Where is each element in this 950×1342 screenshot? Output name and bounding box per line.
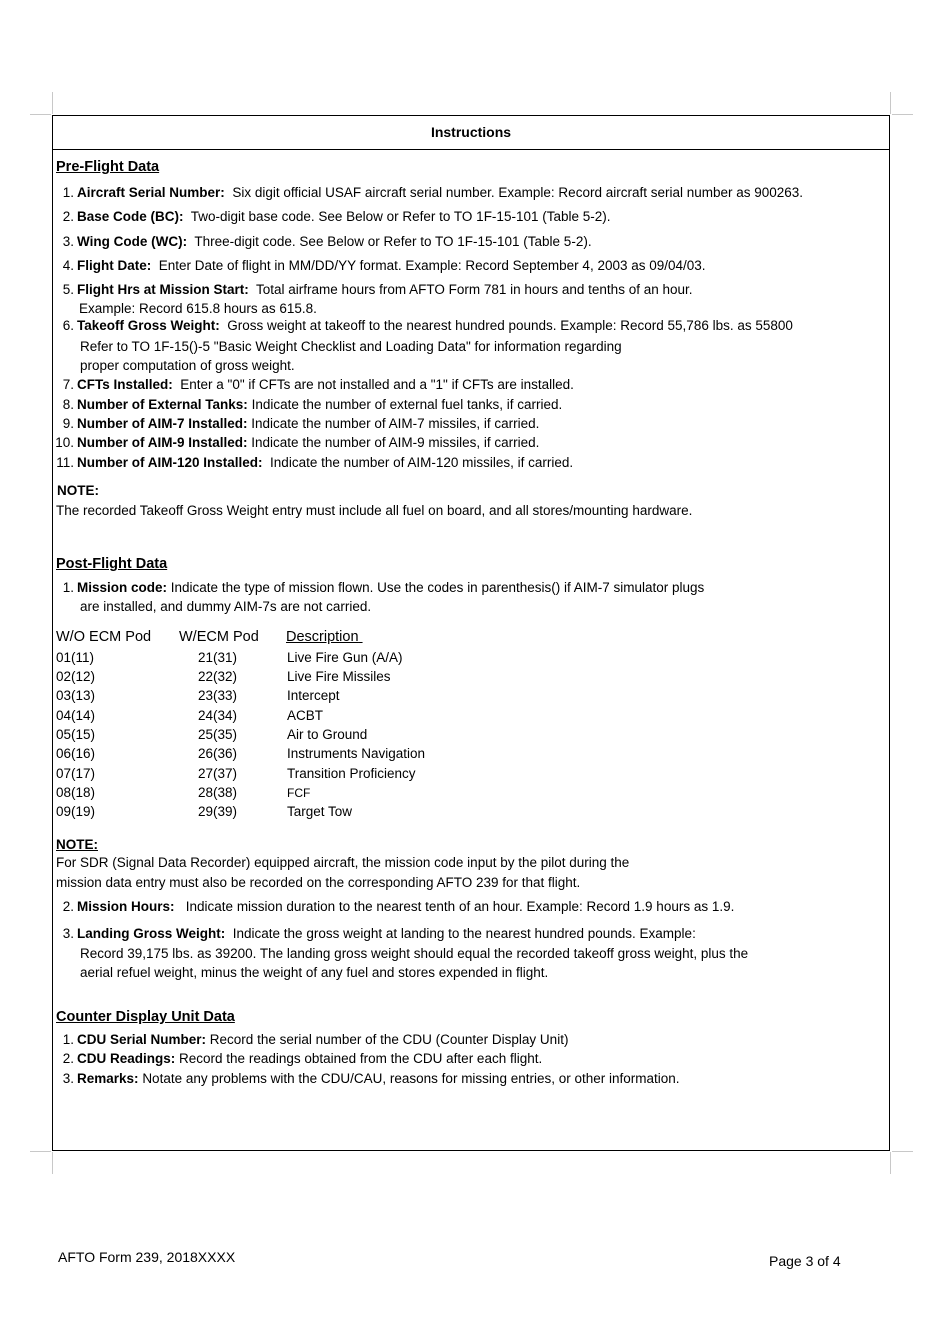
crop-mark [30, 1151, 51, 1152]
list-item: 7. CFTs Installed: Enter a "0" if CFTs are not installed and a "1" if CFTs are installed. [62, 377, 574, 392]
preflight-title: Pre-Flight Data [56, 159, 160, 175]
list-item-continuation: are installed, and dummy AIM-7s are not carried. [80, 599, 372, 614]
table-cell: 05(15) [56, 727, 96, 742]
list-item: 3. Landing Gross Weight: Indicate the gross weight at landing to the nearest hundred pounds. Example: [62, 926, 696, 941]
list-item: 5. Flight Hrs at Mission Start: Total airframe hours from AFTO Form 781 in hours and tenths of an hour. [62, 282, 693, 297]
table-cell: 08(18) [56, 785, 96, 800]
list-item: 6. Takeoff Gross Weight: Gross weight at takeoff to the nearest hundred pounds. Example: Record 55,786 lbs. as 55800 [62, 318, 793, 333]
table-cell: 09(19) [56, 804, 96, 819]
crop-mark [892, 1151, 913, 1152]
crop-mark [52, 1152, 53, 1174]
list-item-continuation: proper computation of gross weight. [80, 358, 295, 373]
list-item-continuation: Record 39,175 lbs. as 39200. The landing gross weight should equal the recorded takeoff gross weight, plus the [80, 946, 749, 961]
list-item: 1. CDU Serial Number: Record the serial number of the CDU (Counter Display Unit) [62, 1032, 569, 1047]
table-header-description: Description [286, 629, 359, 645]
table-cell: 24(34) [198, 708, 238, 723]
crop-mark [890, 1152, 891, 1174]
list-item: 10. Number of AIM-9 Installed: Indicate the number of AIM-9 missiles, if carried. [55, 435, 540, 450]
table-cell: Instruments Navigation [287, 746, 426, 761]
list-item: 9. Number of AIM-7 Installed: Indicate the number of AIM-7 missiles, if carried. [62, 416, 540, 431]
table-cell: FCF [287, 786, 311, 800]
note-text: mission data entry must also be recorded on the corresponding AFTO 239 for that flight. [56, 875, 581, 890]
table-header-wo-ecm: W/O ECM Pod [56, 629, 152, 645]
table-cell: Live Fire Gun (A/A) [287, 650, 403, 665]
table-cell: Air to Ground [287, 727, 368, 742]
list-item-continuation: Refer to TO 1F-15()-5 "Basic Weight Checklist and Loading Data" for information regarding [80, 339, 622, 354]
table-cell: 25(35) [198, 727, 238, 742]
table-cell: 23(33) [198, 688, 238, 703]
table-cell: 04(14) [56, 708, 96, 723]
page-number: Page 3 of 4 [769, 1253, 841, 1269]
note-text: The recorded Takeoff Gross Weight entry must include all fuel on board, and all stores/mounting hardware. [56, 503, 693, 518]
crop-mark [892, 114, 913, 115]
form-number: AFTO Form 239, 2018XXXX [58, 1249, 236, 1265]
list-item: 8. Number of External Tanks: Indicate the number of external fuel tanks, if carried. [62, 397, 563, 412]
table-cell: 28(38) [198, 785, 238, 800]
table-cell: Target Tow [287, 804, 353, 819]
table-cell: 21(31) [198, 650, 238, 665]
list-item: 1. Aircraft Serial Number: Six digit official USAF aircraft serial number. Example: Record aircraft serial number as 900263. [62, 185, 804, 200]
postflight-title: Post-Flight Data [56, 556, 168, 572]
list-item: 2. Mission Hours: Indicate mission duration to the nearest tenth of an hour. Example: Record 1.9 hours as 1.9. [62, 899, 735, 914]
note-label: NOTE: [57, 483, 99, 498]
note-text: For SDR (Signal Data Recorder) equipped aircraft, the mission code input by the pilot during the [56, 855, 630, 870]
table-cell: Live Fire Missiles [287, 669, 391, 684]
table-header-w-ecm: W/ECM Pod [179, 629, 259, 645]
table-cell: 29(39) [198, 804, 238, 819]
table-cell: 06(16) [56, 746, 96, 761]
table-cell: Intercept [287, 688, 340, 703]
note-label: NOTE: [56, 837, 98, 852]
list-item: 2. CDU Readings: Record the readings obtained from the CDU after each flight. [62, 1051, 543, 1066]
table-cell: 02(12) [56, 669, 96, 684]
list-item: 4. Flight Date: Enter Date of flight in MM/DD/YY format. Example: Record September 4, 2003 as 09/04/03. [62, 258, 706, 273]
table-cell: 03(13) [56, 688, 96, 703]
page-title: Instructions [53, 116, 889, 150]
list-item: 2. Base Code (BC): Two-digit base code. See Below or Refer to TO 1F-15-101 (Table 5-2). [62, 209, 611, 224]
table-cell: ACBT [287, 708, 324, 723]
cdu-title: Counter Display Unit Data [56, 1009, 235, 1025]
table-cell: Transition Proficiency [287, 766, 416, 781]
table-cell: 07(17) [56, 766, 96, 781]
crop-mark [30, 114, 51, 115]
list-item: 3. Wing Code (WC): Three-digit code. See Below or Refer to TO 1F-15-101 (Table 5-2). [62, 234, 592, 249]
table-cell: 01(11) [56, 650, 95, 665]
crop-mark [52, 92, 53, 114]
list-item: 1. Mission code: Indicate the type of mission flown. Use the codes in parenthesis() if AIM-7 simulator plugs [62, 580, 705, 595]
list-item-continuation: aerial refuel weight, minus the weight of any fuel and stores expended in flight. [80, 965, 549, 980]
list-item: 3. Remarks: Notate any problems with the CDU/CAU, reasons for missing entries, or other information. [62, 1071, 680, 1086]
crop-mark [890, 92, 891, 114]
table-cell: 22(32) [198, 669, 238, 684]
list-item-continuation: Example: Record 615.8 hours as 615.8. [79, 301, 317, 316]
list-item: 11. Number of AIM-120 Installed: Indicate the number of AIM-120 missiles, if carried. [56, 455, 574, 470]
table-cell: 26(36) [198, 746, 238, 761]
table-cell: 27(37) [198, 766, 238, 781]
